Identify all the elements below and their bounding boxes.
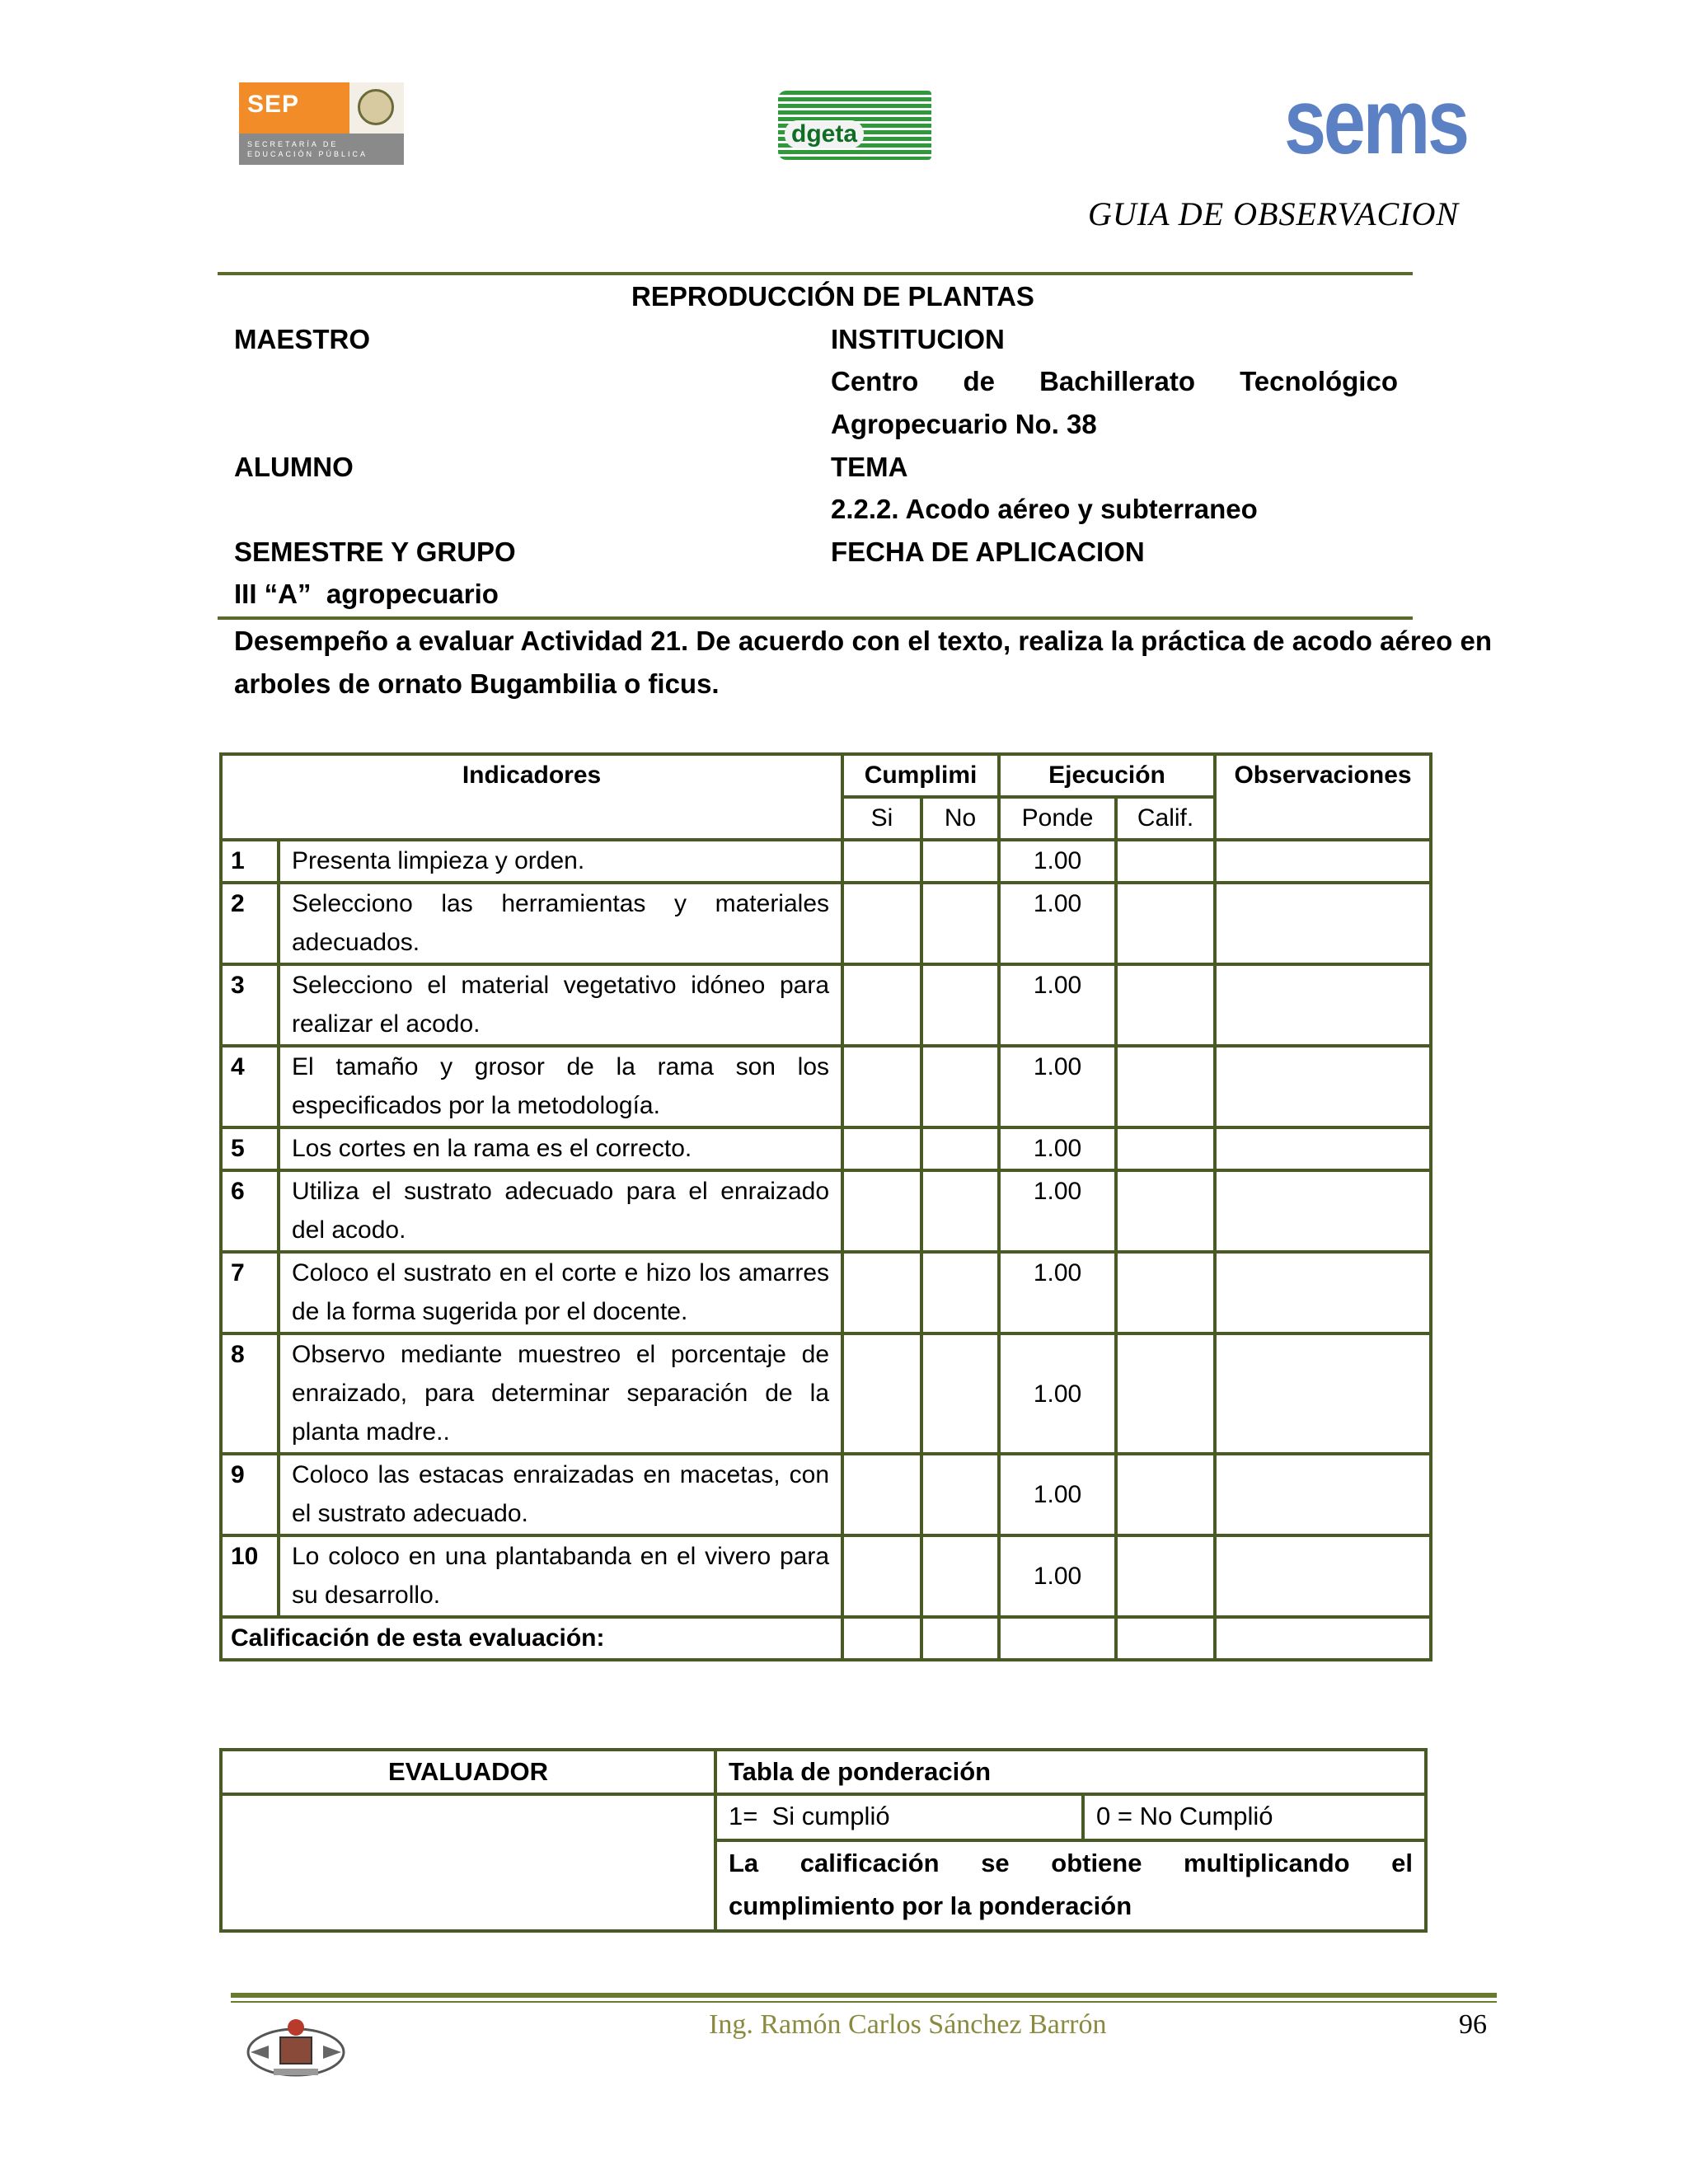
si-cell[interactable] [842,1252,921,1333]
evaluador-label: EVALUADOR [221,1750,715,1794]
ponderacion-cell: 1.00 [999,1127,1116,1170]
footer-rule-thin [231,2001,1497,2003]
institucion-word: de [963,366,995,396]
document-type-title: GUIA DE OBSERVACION [1088,195,1460,232]
calificacion-cell[interactable] [1116,1046,1215,1127]
evaluador-signature-cell[interactable] [221,1794,715,1931]
ponderacion-table-title: Tabla de ponderación [715,1750,1426,1794]
si-cell[interactable] [842,1046,921,1127]
fecha-label: FECHA DE APLICACION [831,537,1145,567]
row-indicator: Presenta limpieza y orden. [279,840,842,883]
ponderacion-cell: 1.00 [999,1535,1116,1617]
ponderacion-cell: 1.00 [999,964,1116,1046]
calificacion-cell[interactable] [1116,964,1215,1046]
ponderacion-cell: 1.00 [999,1046,1116,1127]
observaciones-cell[interactable] [1215,1535,1431,1617]
no-cell[interactable] [921,883,999,964]
calificacion-note: La calificación se obtiene multiplicando el cumplimiento por la ponderación [715,1840,1426,1931]
calificacion-cell[interactable] [1116,1252,1215,1333]
si-cell[interactable] [842,1535,921,1617]
page-number: 96 [1459,2009,1487,2040]
total-observaciones-cell[interactable] [1215,1617,1431,1660]
row-indicator: El tamaño y grosor de la rama son los especificados por la metodología. [279,1046,842,1127]
mexico-seal-icon [349,82,404,134]
sep-logo [239,82,404,165]
ponderacion-cell: 1.00 [999,1454,1116,1535]
no-cell[interactable] [921,1170,999,1252]
total-ponderacion-cell[interactable] [999,1617,1116,1660]
ponderacion-cell: 1.00 [999,1170,1116,1252]
row-number: 3 [221,964,279,1046]
table-row [221,1127,1431,1170]
si-cell[interactable] [842,1454,921,1535]
row-number: 8 [221,1333,279,1454]
observaciones-cell[interactable] [1215,840,1431,883]
observaciones-cell[interactable] [1215,1046,1431,1127]
row-number: 2 [221,883,279,964]
calificacion-cell[interactable] [1116,1454,1215,1535]
desempeno-line-2: arboles de ornato Bugambilia o ficus. [234,668,720,699]
row-number: 10 [221,1535,279,1617]
total-row [221,1617,1431,1660]
sep-logo-text: SEP [247,91,300,118]
table-row [221,840,1431,883]
ponderacion-cell: 1.00 [999,1333,1116,1454]
calificacion-cell[interactable] [1116,1535,1215,1617]
row-number: 4 [221,1046,279,1127]
total-si-cell[interactable] [842,1617,921,1660]
calificacion-cell[interactable] [1116,1333,1215,1454]
row-indicator: Observo mediante muestreo el porcentaje de enraizado, para determinar separación de la planta madre.. [279,1333,842,1454]
institucion-value-line-1 [831,360,1398,403]
desempeno-line-1: Desempeño a evaluar Actividad 21. De acuerdo con el texto, realiza la práctica de acodo aéreo en [234,626,1492,656]
row-indicator: Coloco el sustrato en el corte e hizo los amarres de la forma sugerida por el docente. [279,1252,842,1333]
school-crest-icon [244,2016,348,2080]
footer-rule [231,1993,1497,1998]
si-cell[interactable] [842,1333,921,1454]
header-si: Si [842,797,921,840]
no-cell[interactable] [921,1454,999,1535]
table-row [221,1252,1431,1333]
sep-logo-subtext: SECRETARÍA DE EDUCACIÓN PÚBLICA [239,134,404,165]
row-indicator: Selecciono las herramientas y materiales adecuados. [279,883,842,964]
total-no-cell[interactable] [921,1617,999,1660]
alumno-label: ALUMNO [234,452,354,482]
footer-author: Ing. Ramón Carlos Sánchez Barrón [709,2009,1107,2040]
header-observaciones: Observaciones [1215,754,1431,840]
observaciones-cell[interactable] [1215,1333,1431,1454]
calificacion-cell[interactable] [1116,1170,1215,1252]
semestre-label: SEMESTRE Y GRUPO [234,537,516,567]
no-cell[interactable] [921,840,999,883]
si-cell[interactable] [842,1127,921,1170]
observaciones-cell[interactable] [1215,1454,1431,1535]
no-cell[interactable] [921,964,999,1046]
sems-logo: sems [1284,70,1467,173]
evaluation-table [219,752,1432,1661]
institucion-word: Bachillerato [1039,366,1195,396]
row-number: 5 [221,1127,279,1170]
table-row [221,1333,1431,1454]
row-indicator: Los cortes en la rama es el correcto. [279,1127,842,1170]
row-number: 6 [221,1170,279,1252]
header-ejecucion: Ejecución [999,754,1215,797]
table-row [221,1046,1431,1127]
tema-value: 2.2.2. Acodo aéreo y subterraneo [831,494,1258,524]
evaluator-table [219,1748,1428,1933]
row-number: 1 [221,840,279,883]
activity-title: REPRODUCCIÓN DE PLANTAS [631,281,1034,312]
table-row [221,1454,1431,1535]
calificacion-cell[interactable] [1116,1127,1215,1170]
table-row [221,964,1431,1046]
tema-label: TEMA [831,452,908,482]
observaciones-cell[interactable] [1215,1127,1431,1170]
table-row [221,883,1431,964]
institucion-word: Tecnológico [1240,366,1398,396]
row-indicator: Coloco las estacas enraizadas en macetas, con el sustrato adecuado. [279,1454,842,1535]
observaciones-cell[interactable] [1215,1252,1431,1333]
maestro-label: MAESTRO [234,324,370,354]
header-ponderacion: Ponde [999,797,1116,840]
table-row [221,1170,1431,1252]
institucion-label: INSTITUCION [831,324,1005,354]
total-label: Calificación de esta evaluación: [221,1617,842,1660]
no-cell[interactable] [921,1127,999,1170]
calificacion-cell[interactable] [1116,840,1215,883]
calificacion-cell[interactable] [1116,883,1215,964]
observaciones-cell[interactable] [1215,1170,1431,1252]
dgeta-logo [778,91,931,160]
si-cell[interactable] [842,964,921,1046]
semestre-value: III “A” agropecuario [234,579,499,609]
no-cell[interactable] [921,1535,999,1617]
si-cell[interactable] [842,883,921,964]
header-calificacion: Calif. [1116,797,1215,840]
table-row [221,1535,1431,1617]
institucion-value-line-2: Agropecuario No. 38 [831,409,1097,439]
no-cell[interactable] [921,1252,999,1333]
no-cumplio-legend: 0 = No Cumplió [1083,1794,1426,1840]
row-indicator: Selecciono el material vegetativo idóneo para realizar el acodo. [279,964,842,1046]
total-calificacion-cell[interactable] [1116,1617,1215,1660]
no-cell[interactable] [921,1333,999,1454]
row-number: 9 [221,1454,279,1535]
row-indicator: Utiliza el sustrato adecuado para el enraizado del acodo. [279,1170,842,1252]
no-cell[interactable] [921,1046,999,1127]
header-cumplimiento: Cumplimi [842,754,999,797]
observaciones-cell[interactable] [1215,964,1431,1046]
si-cumplio-legend: 1= Si cumplió [715,1794,1083,1840]
row-indicator: Lo coloco en una plantabanda en el vivero para su desarrollo. [279,1535,842,1617]
observaciones-cell[interactable] [1215,883,1431,964]
ponderacion-cell: 1.00 [999,883,1116,964]
institucion-word: Centro [831,366,919,396]
row-number: 7 [221,1252,279,1333]
si-cell[interactable] [842,840,921,883]
ponderacion-cell: 1.00 [999,840,1116,883]
si-cell[interactable] [842,1170,921,1252]
header-indicadores: Indicadores [221,754,842,840]
ponderacion-cell: 1.00 [999,1252,1116,1333]
dgeta-logo-text: dgeta [785,120,864,148]
header-no: No [921,797,999,840]
